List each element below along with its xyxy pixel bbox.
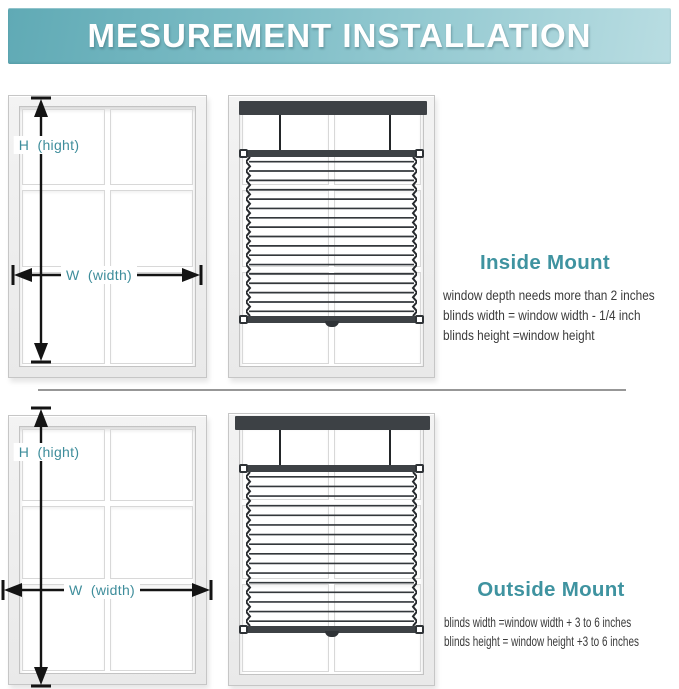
- blind-top-rail: [243, 465, 420, 472]
- window-pane: [110, 190, 193, 267]
- page-title: MESUREMENT INSTALLATION: [87, 17, 592, 54]
- outside-mount-info: [420, 578, 679, 651]
- outside-mount-line: blinds height = window height +3 to 6 inches: [444, 634, 639, 649]
- blind-cord-right: [389, 430, 391, 466]
- blind-bottom-rail: [243, 316, 420, 323]
- blind-bottom-rail: [243, 626, 420, 633]
- blind-cord-left: [279, 115, 281, 151]
- header-banner: [8, 8, 671, 64]
- rail-bracket-icon: [239, 315, 248, 324]
- inside-mount-line: blinds width = window width - 1/4 inch: [443, 308, 641, 323]
- outside-mount-title: Outside Mount: [477, 578, 625, 601]
- blind-valance: [239, 101, 427, 115]
- inside-mount-lines: [443, 286, 655, 346]
- window-pane: [110, 429, 193, 501]
- inside-mount-line: blinds height =window height: [443, 328, 595, 343]
- pleated-shade: [246, 157, 417, 316]
- blind-cord-left: [279, 430, 281, 466]
- width-label: W (width): [64, 581, 140, 599]
- inside-mount-line: window depth needs more than 2 inches: [443, 288, 655, 303]
- blind-top-rail: [243, 150, 420, 157]
- inside-mount-info: [420, 251, 670, 346]
- window-pane: [110, 109, 193, 185]
- section-divider: [38, 389, 626, 391]
- outside-mount-blind-window: [228, 413, 435, 686]
- outside-mount-line: blinds width =window width + 3 to 6 inches: [444, 615, 632, 630]
- blind-valance: [235, 416, 430, 430]
- pleated-shade: [246, 472, 417, 626]
- height-label: H (hight): [14, 443, 85, 461]
- inside-mount-title: Inside Mount: [479, 251, 610, 274]
- width-label: W (width): [61, 266, 137, 284]
- rail-bracket-icon: [239, 625, 248, 634]
- height-label: H (hight): [14, 136, 85, 154]
- outside-mount-lines: [444, 613, 639, 651]
- blind-cord-right: [389, 115, 391, 151]
- window-pane: [110, 506, 193, 579]
- inside-mount-blind-window: [228, 95, 435, 378]
